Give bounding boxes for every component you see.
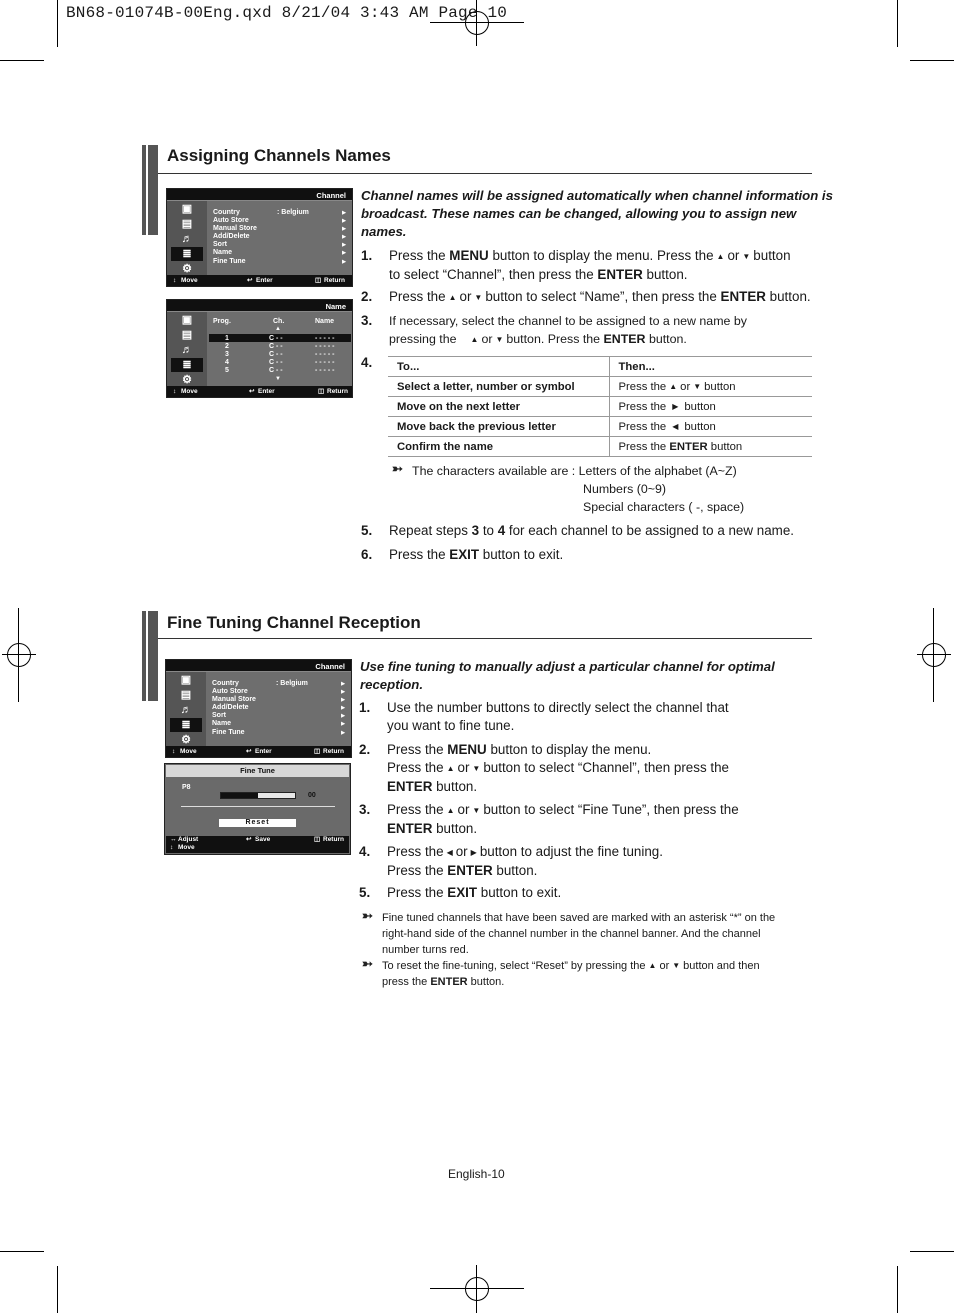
- osd-item: Name ▶: [212, 720, 345, 728]
- right-arrow-icon: ▶: [341, 697, 345, 704]
- gear-icon: ⚙: [182, 263, 192, 275]
- down-arrow-icon: ▼: [474, 293, 483, 302]
- move-icon: ↕: [170, 844, 174, 851]
- right-arrow-icon: ▶: [342, 226, 346, 233]
- down-arrow-icon: ▼: [472, 764, 481, 773]
- osd-name-menu: [166, 299, 353, 398]
- print-slug: BN68-01074B-00Eng.qxd 8/21/04 3:43 AM Page 10: [66, 4, 508, 22]
- step-number: 4.: [361, 355, 373, 370]
- section-bar: [142, 145, 158, 235]
- reset-button: Reset: [219, 819, 296, 827]
- osd-title: Name: [325, 302, 346, 311]
- osd-header: [166, 660, 351, 672]
- gear-icon: ⚙: [181, 734, 191, 746]
- up-arrow-icon: ▲: [648, 961, 657, 970]
- osd-footer: ↔ Adjust ↩ Save ◫ Return ↕ Move: [166, 836, 349, 853]
- osd-item-value: : Belgium: [277, 209, 309, 216]
- osd-col-prog: Prog.: [213, 318, 231, 325]
- osd-header: [167, 300, 352, 312]
- step-number: 5.: [359, 885, 371, 900]
- osd-fine-tune: [164, 763, 351, 855]
- crop-mark: [910, 1251, 954, 1252]
- note-text: Special characters ( -, space): [583, 500, 745, 514]
- right-arrow-icon: ▶: [341, 689, 345, 696]
- section-rule: [158, 173, 812, 174]
- down-arrow-icon: ▼: [672, 961, 681, 970]
- fine-tune-value: 00: [308, 792, 316, 799]
- osd-item: Fine Tune ▶: [212, 728, 345, 736]
- osd-item: Fine Tune ▶: [213, 257, 346, 265]
- osd-item: Sort ▶: [213, 241, 346, 249]
- picture-icon: ▣: [181, 203, 193, 215]
- crop-mark: [910, 60, 954, 61]
- step-text: Use the number buttons to directly select the channel that you want to fine tune.: [387, 700, 729, 733]
- up-arrow-icon: ▲: [716, 252, 725, 261]
- picture-icon: ▣: [181, 314, 193, 326]
- osd-title: Channel: [316, 191, 346, 200]
- move-icon: ↕: [172, 748, 176, 755]
- enter-icon: ↩: [247, 277, 253, 284]
- osd-divider: [181, 806, 335, 807]
- return-icon: ◫: [315, 277, 322, 284]
- osd-header: [167, 189, 352, 201]
- note-text: Fine tuned channels that have been saved are marked with an asterisk “*” on the right-hand side of the channel number in the channel banner. And the channel number turns red.: [382, 912, 776, 956]
- left-arrow-icon: ◀: [672, 421, 679, 431]
- right-arrow-icon: ▶: [341, 713, 345, 720]
- step-text: Press the EXIT button to exit.: [387, 885, 562, 900]
- osd-sidebar: [166, 672, 206, 746]
- osd-sidebar: [167, 201, 207, 275]
- section-rule: [158, 638, 812, 639]
- right-arrow-icon: ▶: [341, 681, 345, 687]
- osd-channel-menu: [166, 188, 353, 287]
- down-arrow-icon: ▼: [472, 806, 481, 815]
- note-text: The characters available are : Letters of the alphabet (A~Z): [412, 464, 737, 478]
- osd-fine-header: Fine Tune: [166, 765, 349, 777]
- osd-ch-list: C - - C - - C - - C - - C - -: [269, 335, 283, 374]
- step-number: 2.: [359, 742, 371, 757]
- antenna-icon: ≣: [171, 358, 203, 372]
- osd-item: Add/Delete ▶: [212, 704, 345, 712]
- crop-mark: [897, 1266, 898, 1313]
- note-text: Numbers (0~9): [583, 482, 666, 496]
- fine-tune-fill: [221, 793, 258, 798]
- osd-item: Manual Store ▶: [212, 696, 345, 704]
- speaker-icon: ♬: [181, 344, 193, 356]
- osd-footer: ↕ Move ↩ Enter ◫ Return: [167, 386, 352, 397]
- osd-title: Channel: [315, 662, 345, 671]
- osd-item: Name ▶: [213, 249, 346, 257]
- osd-item: Add/Delete ▶: [213, 233, 346, 241]
- enter-icon: ↩: [249, 388, 255, 395]
- down-arrow-icon: ▼: [742, 252, 751, 261]
- table-header: To... Then...: [388, 357, 812, 377]
- step-number: 1.: [359, 700, 371, 715]
- up-arrow-icon: ▲: [669, 381, 678, 391]
- crop-mark: [897, 0, 898, 47]
- step-text: Press the ▲ or ▼ button to select “Fine Tune”, then press the ENTER button.: [387, 802, 739, 836]
- picture-icon: ▣: [180, 674, 192, 686]
- step-number: 4.: [359, 844, 371, 859]
- up-arrow-icon: ▲: [448, 293, 457, 302]
- note-arrow-icon: ➳: [392, 461, 403, 476]
- osd-col-ch: Ch.: [273, 318, 285, 325]
- step-number: 2.: [361, 289, 373, 304]
- down-arrow-icon: ▼: [275, 376, 281, 382]
- right-arrow-icon: ▶: [341, 705, 345, 712]
- section-intro: Channel names will be assigned automatically when channel information is broadcast. These names can be changed, allowing you to assign new names.: [361, 188, 833, 239]
- table-row: Move back the previous letter Press the ◀ button: [388, 417, 812, 437]
- right-arrow-icon: ▶: [672, 401, 679, 411]
- step-text: If necessary, select the channel to be assigned to a new name by pressing the ▲ or ▼ button. Press the ENTER button.: [389, 314, 747, 346]
- crop-mark: [57, 0, 58, 47]
- right-arrow-icon: ▶: [342, 242, 346, 249]
- registration-mark-icon: [460, 1272, 494, 1306]
- note-text: To reset the fine-tuning, select “Reset” by pressing the ▲ or ▼ button and then press the ENTER button.: [382, 960, 760, 988]
- move-icon: ↕: [173, 277, 177, 284]
- osd-item: Auto Store ▶: [213, 217, 346, 225]
- right-arrow-icon: ▶: [470, 848, 477, 857]
- save-icon: ↩: [246, 836, 252, 843]
- right-arrow-icon: ▶: [341, 729, 345, 736]
- osd-item: Sort ▶: [212, 712, 345, 720]
- section-bar: [142, 611, 158, 701]
- return-icon: ◫: [318, 388, 325, 395]
- move-icon: ↕: [173, 388, 177, 395]
- section-title: Assigning Channels Names: [167, 146, 391, 165]
- osd-footer: ↕ Move ↩ Enter ◫ Return: [166, 746, 351, 757]
- osd-item: Manual Store ▶: [213, 225, 346, 233]
- osd-item-value: : Belgium: [276, 680, 308, 687]
- osd-menu-items: [213, 209, 346, 266]
- step-number: 5.: [361, 523, 373, 538]
- note-arrow-icon: ➳: [362, 956, 373, 971]
- up-arrow-icon: ▲: [275, 326, 281, 332]
- osd-footer: ↕ Move ↩ Enter ◫ Return: [167, 275, 352, 286]
- return-icon: ◫: [314, 836, 321, 843]
- osd-item: Auto Store ▶: [212, 688, 345, 696]
- page-number: English-10: [448, 1167, 505, 1181]
- down-arrow-icon: ▼: [495, 335, 504, 344]
- step-text: Press the ▲ or ▼ button to select “Name”, then press the ENTER button.: [389, 289, 811, 304]
- return-icon: ◫: [314, 748, 321, 755]
- up-arrow-icon: ▲: [446, 806, 455, 815]
- step-number: 3.: [361, 313, 373, 328]
- registration-mark-icon: [917, 638, 951, 672]
- table-row: Confirm the name Press the ENTER button: [388, 437, 812, 457]
- table-row: Move on the next letter Press the ▶ button: [388, 397, 812, 417]
- speaker-icon: ♬: [180, 704, 192, 716]
- right-arrow-icon: ▶: [341, 721, 345, 728]
- osd-item: Country : Belgium ▶: [212, 680, 345, 687]
- crop-mark: [0, 1251, 44, 1252]
- osd-channel-menu: [165, 659, 352, 758]
- section-intro: Use fine tuning to manually adjust a particular channel for optimal reception.: [360, 659, 775, 692]
- osd-col-name: Name: [315, 318, 335, 325]
- key-table: [388, 356, 812, 457]
- section-title: Fine Tuning Channel Reception: [167, 613, 421, 632]
- osd-prog-label: P8: [182, 784, 191, 791]
- antenna-icon: ≣: [171, 247, 203, 261]
- registration-mark-icon: [2, 638, 36, 672]
- step-text: Press the MENU button to display the menu. Press the ▲ or ▼ button to select “Channel”, then press the ENTER button.: [389, 248, 791, 282]
- up-arrow-icon: ▲: [446, 764, 455, 773]
- step-number: 1.: [361, 248, 373, 263]
- right-arrow-icon: ▶: [342, 234, 346, 241]
- crop-mark: [57, 1266, 58, 1313]
- right-arrow-icon: ▶: [342, 218, 346, 225]
- osd-item: Country : Belgium ▶: [213, 209, 346, 216]
- left-arrow-icon: ◀: [446, 848, 453, 857]
- step-text: Repeat steps 3 to 4 for each channel to be assigned to a new name.: [389, 523, 794, 538]
- fine-tune-bar: [220, 792, 296, 799]
- note-arrow-icon: ➳: [362, 908, 373, 923]
- right-arrow-icon: ▶: [342, 210, 346, 216]
- antenna-icon: ≣: [170, 718, 202, 732]
- step-number: 3.: [359, 802, 371, 817]
- enter-icon: ↩: [246, 748, 252, 755]
- step-text: Press the EXIT button to exit.: [389, 547, 564, 562]
- osd-name-list: - - - - - - - - - - - - - - - - - - - - - - - - -: [315, 335, 335, 374]
- osd-menu-items: [212, 680, 345, 737]
- step-text: Press the MENU button to display the menu. Press the ▲ or ▼ button to select “Channel”, then press the ENTER button.: [387, 742, 729, 794]
- sound-icon: ▤: [181, 329, 193, 341]
- speaker-icon: ♬: [181, 233, 193, 245]
- adjust-icon: ↔: [170, 836, 177, 843]
- step-number: 6.: [361, 547, 373, 562]
- right-arrow-icon: ▶: [342, 250, 346, 257]
- sound-icon: ▤: [180, 689, 192, 701]
- gear-icon: ⚙: [182, 374, 192, 386]
- step-text: Press the ◀ or ▶ button to adjust the fine tuning. Press the ENTER button.: [387, 844, 663, 878]
- table-row: Select a letter, number or symbol Press the ▲ or ▼ button: [388, 377, 812, 397]
- sound-icon: ▤: [181, 218, 193, 230]
- down-arrow-icon: ▼: [693, 381, 702, 391]
- crop-mark: [0, 60, 44, 61]
- up-arrow-icon: ▲: [470, 335, 479, 344]
- osd-sidebar: [167, 312, 207, 386]
- right-arrow-icon: ▶: [342, 258, 346, 265]
- osd-prog-list: 1 2 3 4 5: [225, 335, 229, 374]
